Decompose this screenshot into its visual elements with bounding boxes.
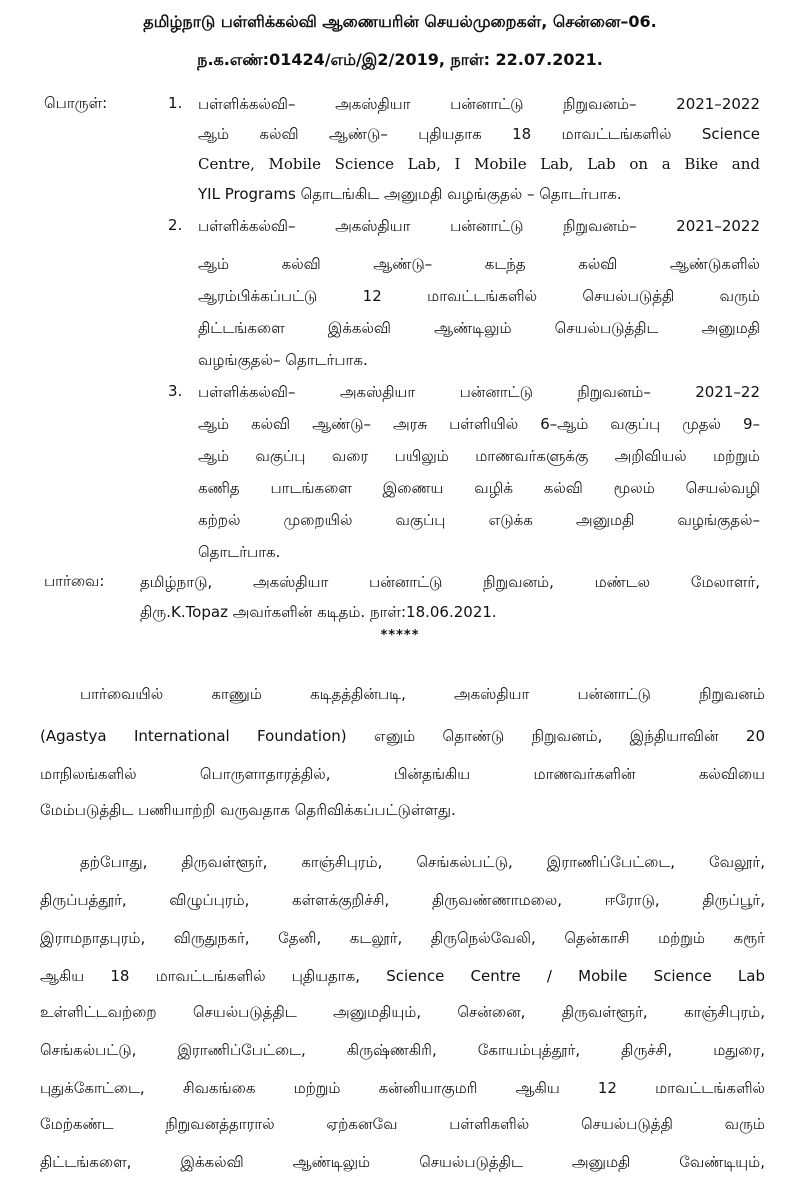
paragraph-line: பார்வையில் காணும் கடிதத்தின்படி, அகஸ்தியா பன்னாட்டு நிறுவனம் [80,685,765,703]
subject-line: ஆம் கல்வி ஆண்டு– கடந்த கல்வி ஆண்டுகளில் [198,255,760,273]
paragraph-line: உள்ளிட்டவற்றை செயல்படுத்திட அனுமதியும், சென்னை, திருவள்ளூர், காஞ்சிபுரம், [40,1003,765,1021]
subject-line: ஆம் வகுப்பு வரை பயிலும் மாணவர்களுக்கு அறிவியல் மற்றும் [198,447,760,465]
subject-line: தொடர்பாக. [198,543,281,561]
paragraph-line: மேற்கண்ட நிறுவனத்தாரால் ஏற்கனவே பள்ளிகளில் செயல்படுத்தி வரும் [40,1115,765,1133]
subject-line: பள்ளிக்கல்வி– அகஸ்தியா பன்னாட்டு நிறுவனம்– 2021–2022 [198,95,760,113]
document-title: தமிழ்நாடு பள்ளிக்கல்வி ஆணையரின் செயல்முறைகள், சென்னை–06. [143,12,657,31]
subject-item-number: 2. [168,216,183,234]
subject-item-number: 1. [168,94,183,112]
paragraph-line: தற்போது, திருவள்ளூர், காஞ்சிபுரம், செங்கல்பட்டு, இராணிப்பேட்டை, வேலூர், [80,853,765,871]
paragraph-line: (Agastya International Foundation) எனும் தொண்டு நிறுவனம், இந்தியாவின் 20 [40,727,765,745]
paragraph-line: செங்கல்பட்டு, இராணிப்பேட்டை, கிருஷ்ணகிரி, கோயம்புத்தூர், திருச்சி, மதுரை, [40,1041,765,1059]
subject-line: பள்ளிக்கல்வி– அகஸ்தியா பன்னாட்டு நிறுவனம்– 2021–22 [198,383,760,401]
subject-line: பள்ளிக்கல்வி– அகஸ்தியா பன்னாட்டு நிறுவனம்– 2021–2022 [198,217,760,235]
paragraph-line: மேம்படுத்திட பணியாற்றி வருவதாக தெரிவிக்கப்பட்டுள்ளது. [40,801,456,819]
subject-line: வழங்குதல்– தொடர்பாக. [198,351,368,369]
paragraph-line: திருப்பத்தூர், விழுப்புரம், கள்ளக்குறிச்சி, திருவண்ணாமலை, ஈரோடு, திருப்பூர், [40,891,765,909]
subject-line: ஆரம்பிக்கப்பட்டு 12 மாவட்டங்களில் செயல்படுத்தி வரும் [198,287,760,305]
subject-line: கணித பாடங்களை இணைய வழிக் கல்வி மூலம் செயல்வழி [198,479,760,497]
subject-line: ஆம் கல்வி ஆண்டு– புதியதாக 18 மாவட்டங்களில் Science [198,125,760,143]
section-separator: ***** [380,628,420,643]
paragraph-line: புதுக்கோட்டை, சிவகங்கை மற்றும் கன்னியாகுமரி ஆகிய 12 மாவட்டங்களில் [40,1079,765,1097]
subject-line: கற்றல் முறையில் வகுப்பு எடுக்க அனுமதி வழங்குதல்– [198,511,760,529]
subject-label: பொருள்: [44,94,108,112]
subject-line: YIL Programs தொடங்கிட அனுமதி வழங்குதல் – தொடர்பாக. [198,185,622,203]
paragraph-line: மாநிலங்களில் பொருளாதாரத்தில், பின்தங்கிய மாணவர்களின் கல்வியை [40,765,765,783]
paragraph-line: ஆகிய 18 மாவட்டங்களில் புதியதாக, Science Centre / Mobile Science Lab [40,967,765,985]
paragraph-line: திட்டங்களை, இக்கல்வி ஆண்டிலும் செயல்படுத்திட அனுமதி வேண்டியும், [40,1153,765,1171]
subject-line: Centre, Mobile Science Lab, I Mobile Lab, Lab on a Bike and [198,155,760,173]
reference-line: திரு.K.Topaz அவர்களின் கடிதம். நாள்:18.06.2021. [140,603,497,621]
subject-item-number: 3. [168,382,183,400]
paragraph-line: இராமநாதபுரம், விருதுநகர், தேனி, கடலூர், திருநெல்வேலி, தென்காசி மற்றும் கரூர் [40,929,765,947]
reference-label: பார்வை: [44,572,105,590]
reference-number: ந.க.எண்:01424/எம்/இ2/2019, நாள்: 22.07.2021. [197,50,603,69]
reference-line: தமிழ்நாடு, அகஸ்தியா பன்னாட்டு நிறுவனம், மண்டல மேலாளர், [140,573,760,591]
subject-line: ஆம் கல்வி ஆண்டு– அரசு பள்ளியில் 6–ஆம் வகுப்பு முதல் 9– [198,415,760,433]
subject-line: திட்டங்களை இக்கல்வி ஆண்டிலும் செயல்படுத்திட அனுமதி [198,319,760,337]
